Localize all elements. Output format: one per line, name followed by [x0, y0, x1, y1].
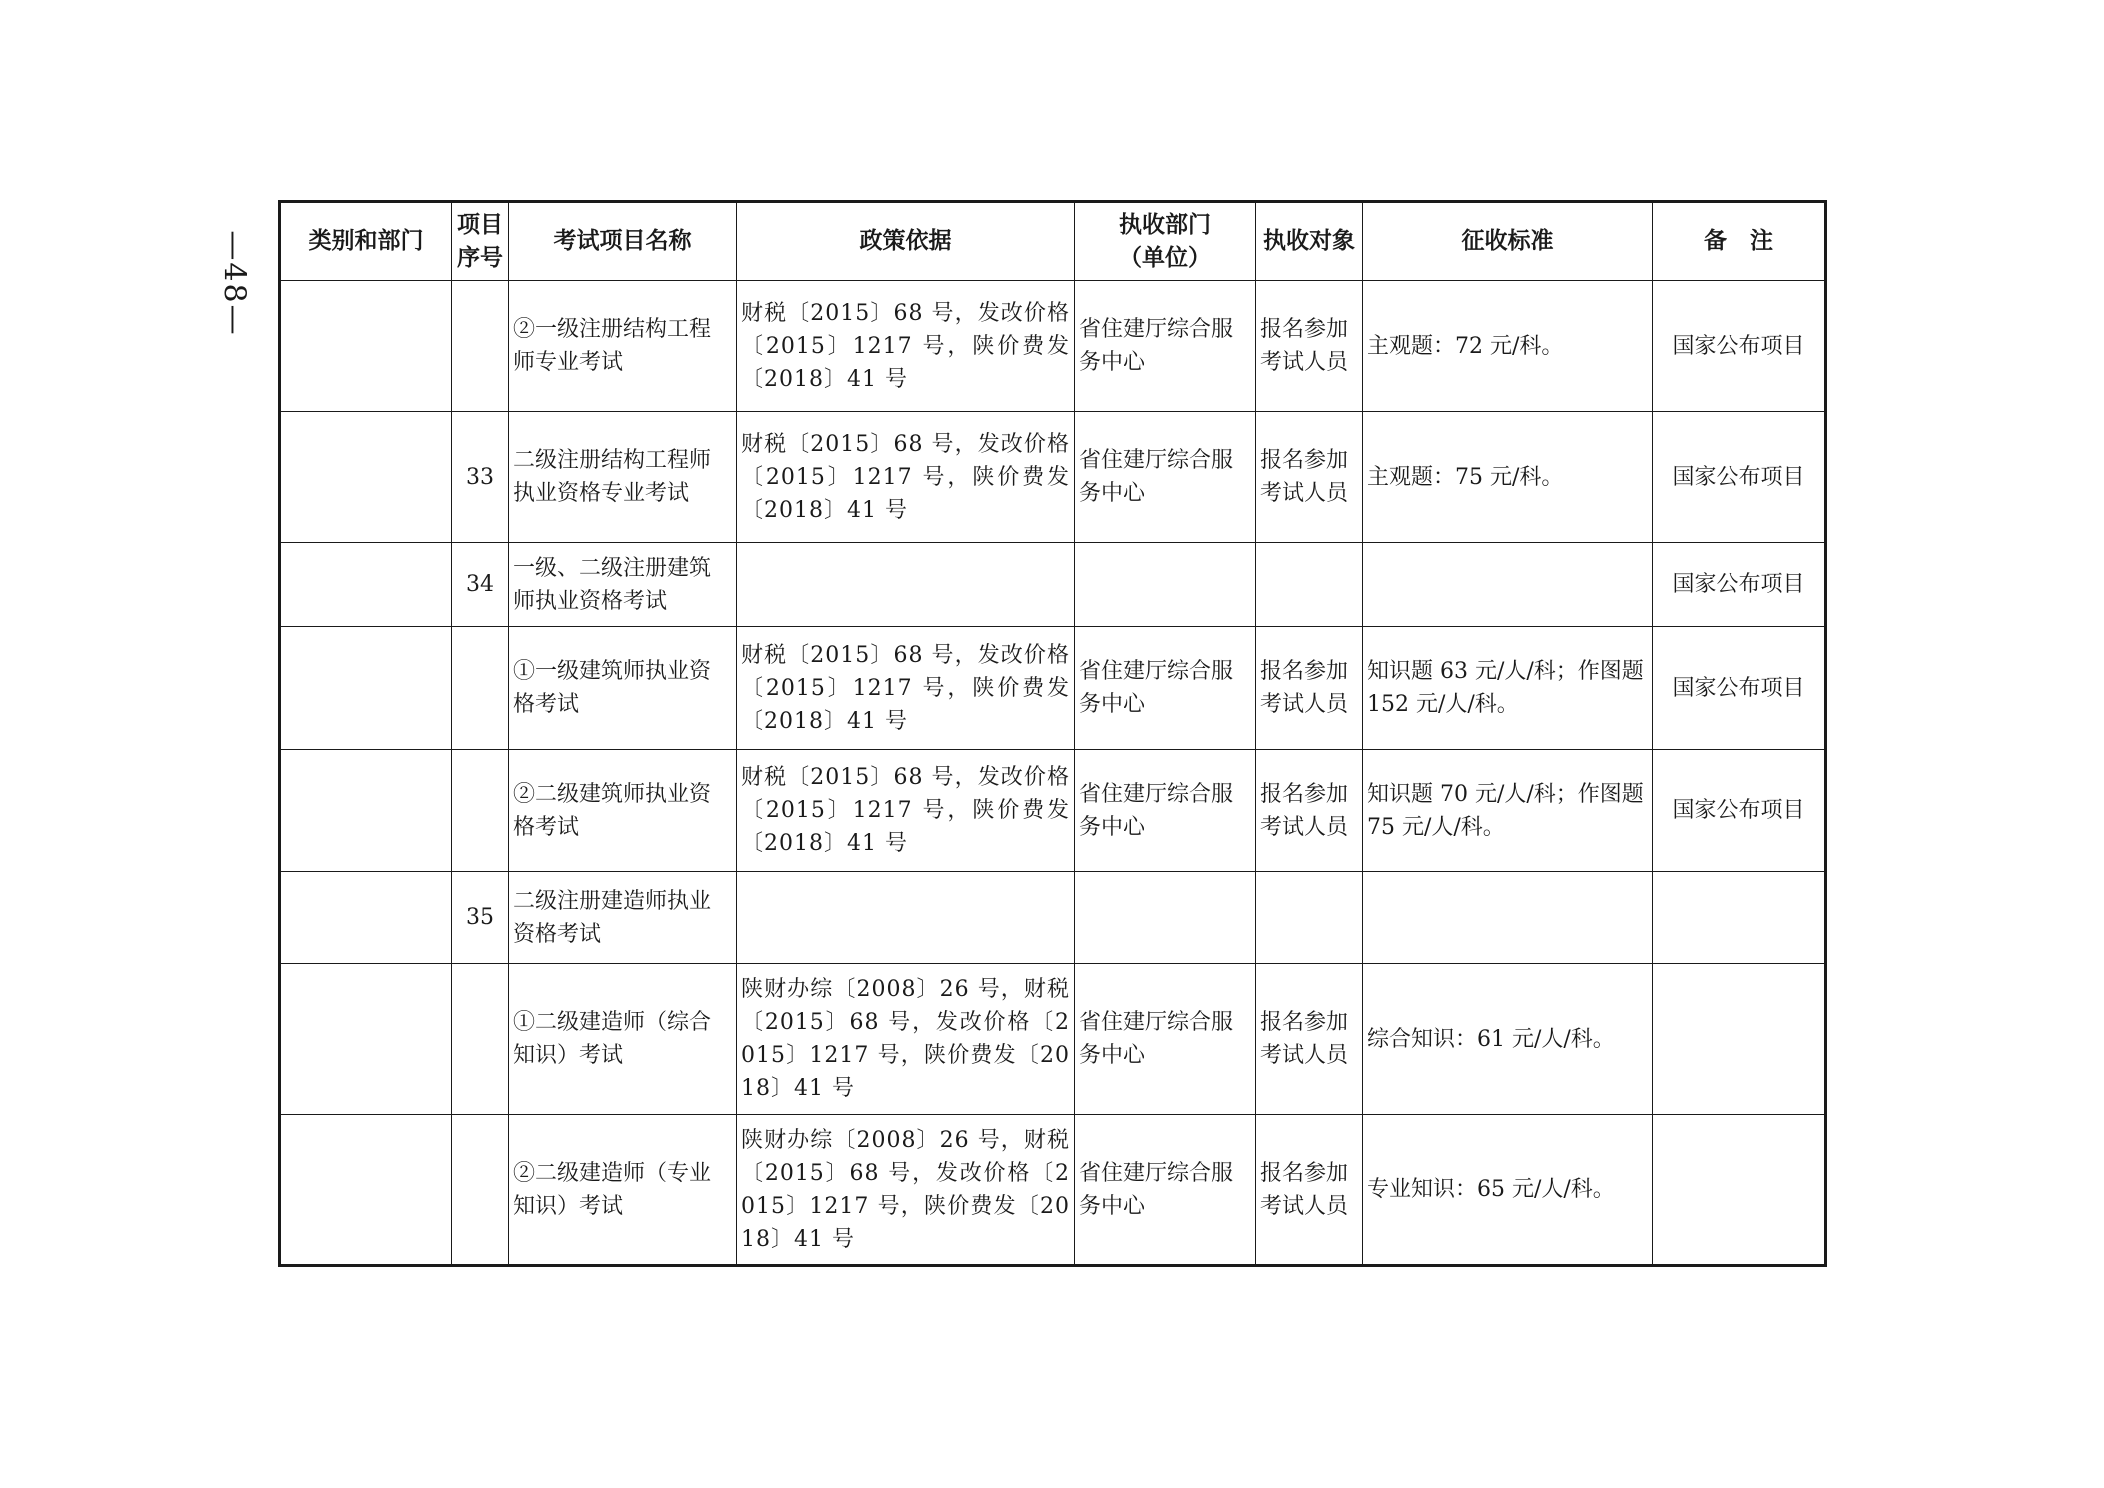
cell-policy: 财税〔2015〕68 号，发改价格〔2015〕1217 号，陕价费发〔2018〕41 号 — [737, 412, 1075, 543]
cell-exam-name: 二级注册结构工程师执业资格专业考试 — [509, 412, 737, 543]
header-target: 执收对象 — [1256, 202, 1363, 281]
table-row — [280, 543, 1826, 627]
cell-category — [280, 964, 452, 1115]
header-item-no-line2: 序号 — [457, 244, 503, 271]
header-exam-name: 考试项目名称 — [509, 202, 737, 281]
cell-item-no: 33 — [452, 412, 509, 543]
header-note: 备 注 — [1653, 202, 1826, 281]
cell-item-no — [452, 627, 509, 750]
cell-exam-name: ②二级建筑师执业资格考试 — [509, 750, 737, 872]
cell-note: 国家公布项目 — [1653, 627, 1826, 750]
table-row — [280, 872, 1826, 964]
cell-item-no: 34 — [452, 543, 509, 627]
cell-policy: 陕财办综〔2008〕26 号，财税〔2015〕68 号，发改价格〔2015〕1217 号，陕价费发〔2018〕41 号 — [737, 964, 1075, 1115]
page-number-text: —48— — [216, 229, 252, 337]
cell-exam-name: ②二级建造师（专业知识）考试 — [509, 1115, 737, 1266]
cell-exam-name: 二级注册建造师执业资格考试 — [509, 872, 737, 964]
cell-target: 报名参加考试人员 — [1256, 627, 1363, 750]
cell-standard: 知识题 70 元/人/科；作图题 75 元/人/科。 — [1363, 750, 1653, 872]
header-dept-line1: 执收部门 — [1119, 211, 1211, 238]
cell-policy: 财税〔2015〕68 号，发改价格〔2015〕1217 号，陕价费发〔2018〕41 号 — [737, 627, 1075, 750]
cell-dept: 省住建厅综合服务中心 — [1075, 281, 1256, 412]
cell-target: 报名参加考试人员 — [1256, 750, 1363, 872]
cell-dept — [1075, 543, 1256, 627]
cell-dept: 省住建厅综合服务中心 — [1075, 750, 1256, 872]
cell-item-no — [452, 750, 509, 872]
cell-note — [1653, 1115, 1826, 1266]
cell-standard: 知识题 63 元/人/科；作图题 152 元/人/科。 — [1363, 627, 1653, 750]
cell-target — [1256, 872, 1363, 964]
cell-standard: 主观题：75 元/科。 — [1363, 412, 1653, 543]
cell-note: 国家公布项目 — [1653, 281, 1826, 412]
table-row — [280, 281, 1826, 412]
cell-target: 报名参加考试人员 — [1256, 1115, 1363, 1266]
header-item-no-line1: 项目 — [457, 211, 503, 238]
cell-item-no — [452, 1115, 509, 1266]
cell-note — [1653, 964, 1826, 1115]
cell-exam-name: 一级、二级注册建筑师执业资格考试 — [509, 543, 737, 627]
cell-category — [280, 281, 452, 412]
header-dept-line2: （单位） — [1119, 244, 1211, 271]
cell-policy: 陕财办综〔2008〕26 号，财税〔2015〕68 号，发改价格〔2015〕1217 号，陕价费发〔2018〕41 号 — [737, 1115, 1075, 1266]
cell-target — [1256, 543, 1363, 627]
cell-dept — [1075, 872, 1256, 964]
cell-dept: 省住建厅综合服务中心 — [1075, 412, 1256, 543]
cell-note: 国家公布项目 — [1653, 543, 1826, 627]
cell-standard: 专业知识：65 元/人/科。 — [1363, 1115, 1653, 1266]
cell-dept: 省住建厅综合服务中心 — [1075, 964, 1256, 1115]
cell-target: 报名参加考试人员 — [1256, 281, 1363, 412]
cell-category — [280, 1115, 452, 1266]
table-row — [280, 627, 1826, 750]
cell-category — [280, 543, 452, 627]
cell-note: 国家公布项目 — [1653, 412, 1826, 543]
table-header-row — [280, 202, 1826, 281]
cell-standard — [1363, 543, 1653, 627]
cell-target: 报名参加考试人员 — [1256, 412, 1363, 543]
cell-category — [280, 872, 452, 964]
header-policy: 政策依据 — [737, 202, 1075, 281]
cell-note: 国家公布项目 — [1653, 750, 1826, 872]
exam-fee-table — [278, 200, 1827, 1267]
header-dept — [1075, 202, 1256, 281]
cell-standard — [1363, 872, 1653, 964]
cell-item-no: 35 — [452, 872, 509, 964]
cell-target: 报名参加考试人员 — [1256, 964, 1363, 1115]
page-number — [214, 218, 254, 348]
table-row — [280, 1115, 1826, 1266]
cell-category — [280, 412, 452, 543]
header-item-no — [452, 202, 509, 281]
table-row — [280, 750, 1826, 872]
cell-policy — [737, 872, 1075, 964]
cell-policy: 财税〔2015〕68 号，发改价格〔2015〕1217 号，陕价费发〔2018〕41 号 — [737, 750, 1075, 872]
cell-exam-name: ①二级建造师（综合知识）考试 — [509, 964, 737, 1115]
cell-policy — [737, 543, 1075, 627]
cell-note — [1653, 872, 1826, 964]
table-row — [280, 964, 1826, 1115]
cell-standard: 综合知识：61 元/人/科。 — [1363, 964, 1653, 1115]
header-standard: 征收标准 — [1363, 202, 1653, 281]
cell-exam-name: ②一级注册结构工程师专业考试 — [509, 281, 737, 412]
cell-dept: 省住建厅综合服务中心 — [1075, 1115, 1256, 1266]
cell-category — [280, 750, 452, 872]
cell-exam-name: ①一级建筑师执业资格考试 — [509, 627, 737, 750]
cell-standard: 主观题：72 元/科。 — [1363, 281, 1653, 412]
header-category: 类别和部门 — [280, 202, 452, 281]
table-row — [280, 412, 1826, 543]
cell-policy: 财税〔2015〕68 号，发改价格〔2015〕1217 号，陕价费发〔2018〕41 号 — [737, 281, 1075, 412]
cell-dept: 省住建厅综合服务中心 — [1075, 627, 1256, 750]
cell-item-no — [452, 281, 509, 412]
cell-category — [280, 627, 452, 750]
cell-item-no — [452, 964, 509, 1115]
